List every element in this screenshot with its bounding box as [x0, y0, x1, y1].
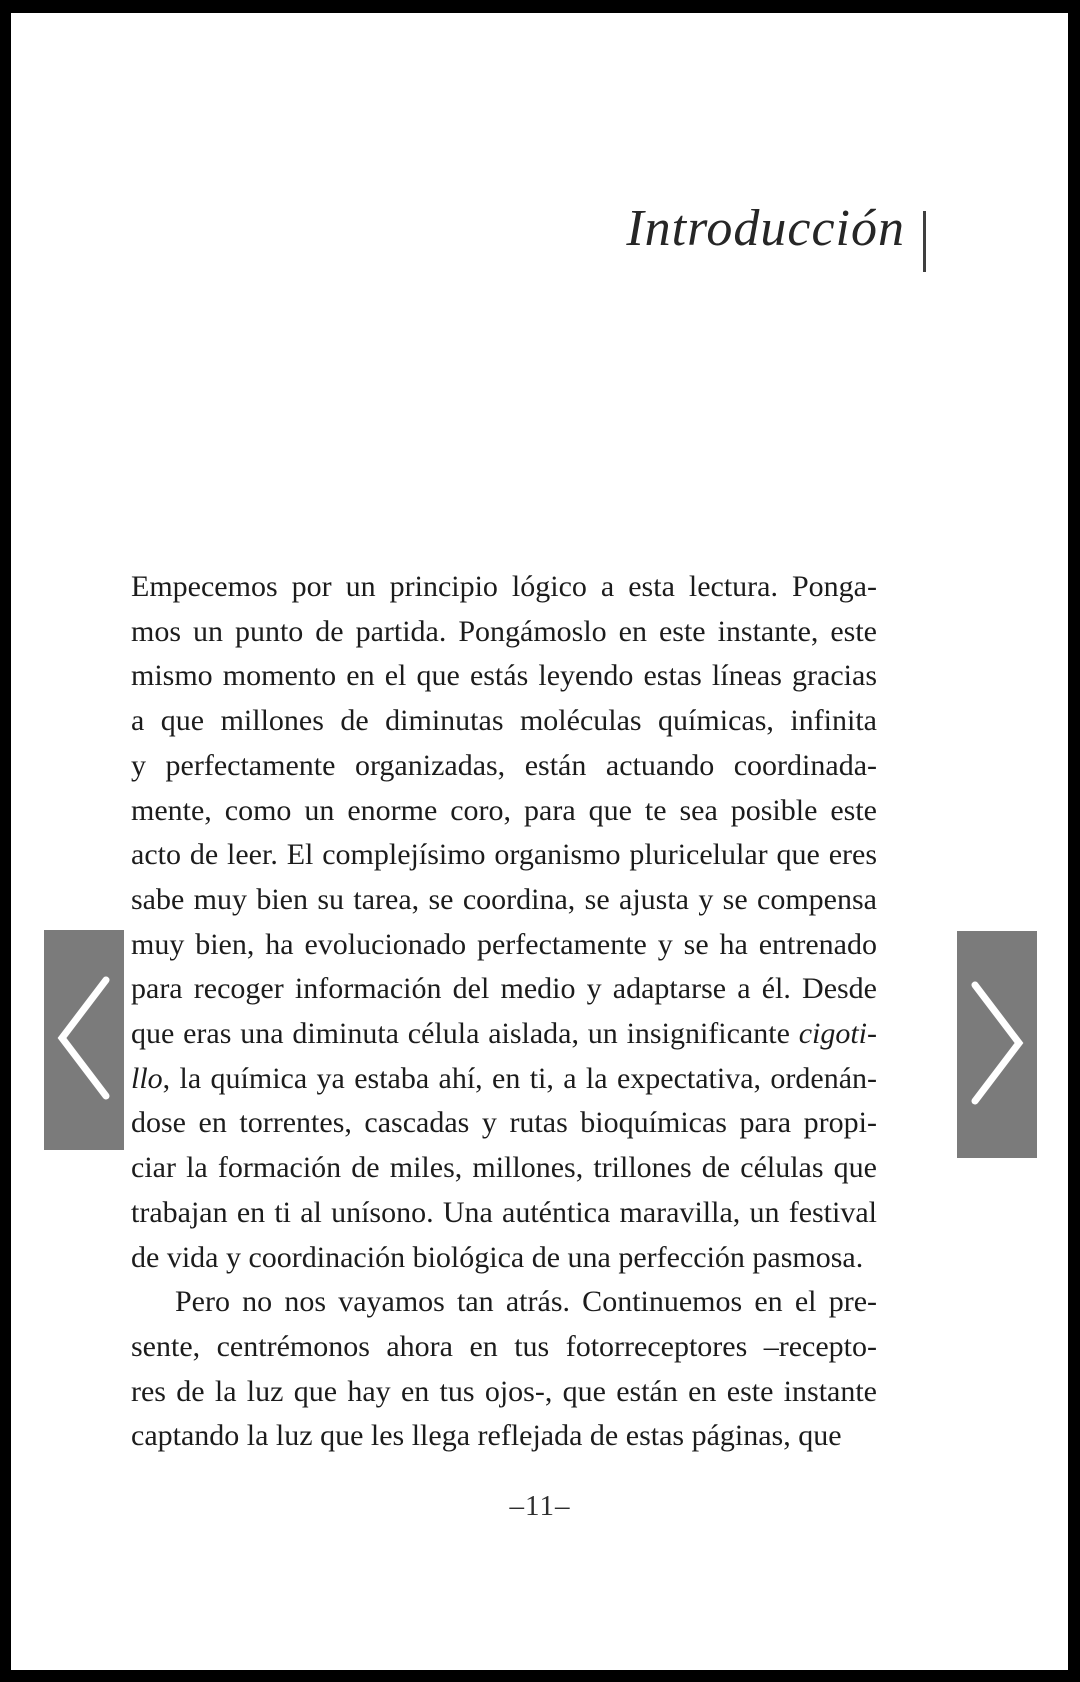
chapter-title: Introducción [626, 200, 905, 257]
text-line: sente, centrémonos ahora en tus fotorreceptores –recepto- [131, 1329, 877, 1363]
text-line: ciar la formación de miles, millones, trillones de células que [131, 1151, 877, 1185]
text-line: muy bien, ha evolucionado perfectamente y se ha entrenado [131, 927, 877, 961]
text-line: sabe muy bien su tarea, se coordina, se ajusta y se compensa [131, 882, 877, 916]
page-number: –11– [509, 1490, 571, 1522]
text-line: dose en torrentes, cascadas y rutas bioquímicas para propi- [131, 1106, 877, 1140]
text-line: res de la luz que hay en tus ojos-, que están en este instante [131, 1374, 877, 1408]
text-line: a que millones de diminutas moléculas químicas, infinita [131, 704, 877, 738]
text-line: acto de leer. El complejísimo organismo pluricelular que eres [131, 838, 877, 872]
text-line: y perfectamente organizadas, están actuando coordinada- [131, 748, 877, 782]
text-line: llo, la química ya estaba ahí, en ti, a la expectativa, ordenán- [131, 1061, 877, 1095]
text-line: captando la luz que les llega reflejada de estas páginas, que [131, 1419, 842, 1453]
text-line: Empecemos por un principio lógico a esta lectura. Ponga- [131, 570, 877, 603]
text-line: trabajan en ti al unísono. Una auténtica maravilla, un festival [131, 1195, 877, 1229]
next-page-button[interactable] [957, 931, 1037, 1158]
text-line: mente, como un enorme coro, para que te sea posible este [131, 793, 877, 827]
page-text [131, 565, 877, 1459]
text-line: para recoger información del medio y adaptarse a él. Desde [131, 972, 877, 1006]
chevron-right-icon [957, 935, 1037, 1155]
text-line: de vida y coordinación biológica de una perfección pasmosa. [131, 1240, 864, 1274]
title-divider [923, 211, 926, 272]
text-line: mos un punto de partida. Pongámoslo en este instante, este [131, 614, 877, 648]
text-line: que eras una diminuta célula aislada, un insignificante cigoti- [131, 1017, 877, 1051]
chevron-left-icon [44, 930, 124, 1150]
text-line: Pero no nos vayamos tan atrás. Continuemos en el pre- [175, 1285, 877, 1319]
text-line: mismo momento en el que estás leyendo estas líneas gracias [131, 659, 877, 693]
prev-page-button[interactable] [44, 930, 124, 1150]
